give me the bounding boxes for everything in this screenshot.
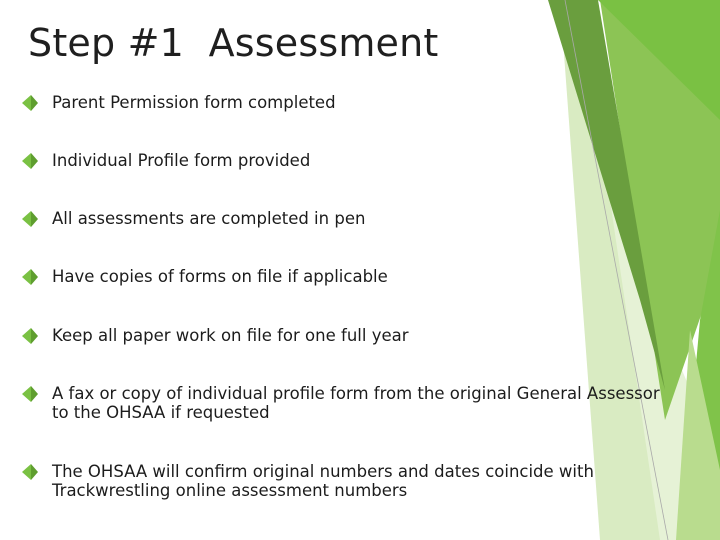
bullet-item [20,267,660,286]
slide-title: Step #1 Assessment [28,21,439,65]
bullet-item [20,93,660,112]
bullet-item [20,462,660,500]
bullet-text: The OHSAA will confirm original numbers and dates coincide with Trackwrestling online assessment numbers [52,462,594,500]
bullet-item [20,151,660,170]
bullet-item [20,326,660,345]
bullet-text: A fax or copy of individual profile form from the original General Assessor to the OHSAA if requested [52,384,660,422]
diamond-arrow-icon [20,267,40,287]
diamond-arrow-icon [20,151,40,171]
bullet-text: Have copies of forms on file if applicable [52,267,388,286]
diamond-arrow-icon [20,384,40,404]
bullet-text: Parent Permission form completed [52,93,336,112]
bullet-text: Keep all paper work on file for one full year [52,326,409,345]
bullet-text: All assessments are completed in pen [52,209,366,228]
diamond-arrow-icon [20,326,40,346]
diamond-arrow-icon [20,93,40,113]
bullet-item [20,209,660,228]
diamond-arrow-icon [20,209,40,229]
diamond-arrow-icon [20,462,40,482]
bullet-item [20,384,660,422]
bullet-text: Individual Profile form provided [52,151,311,170]
